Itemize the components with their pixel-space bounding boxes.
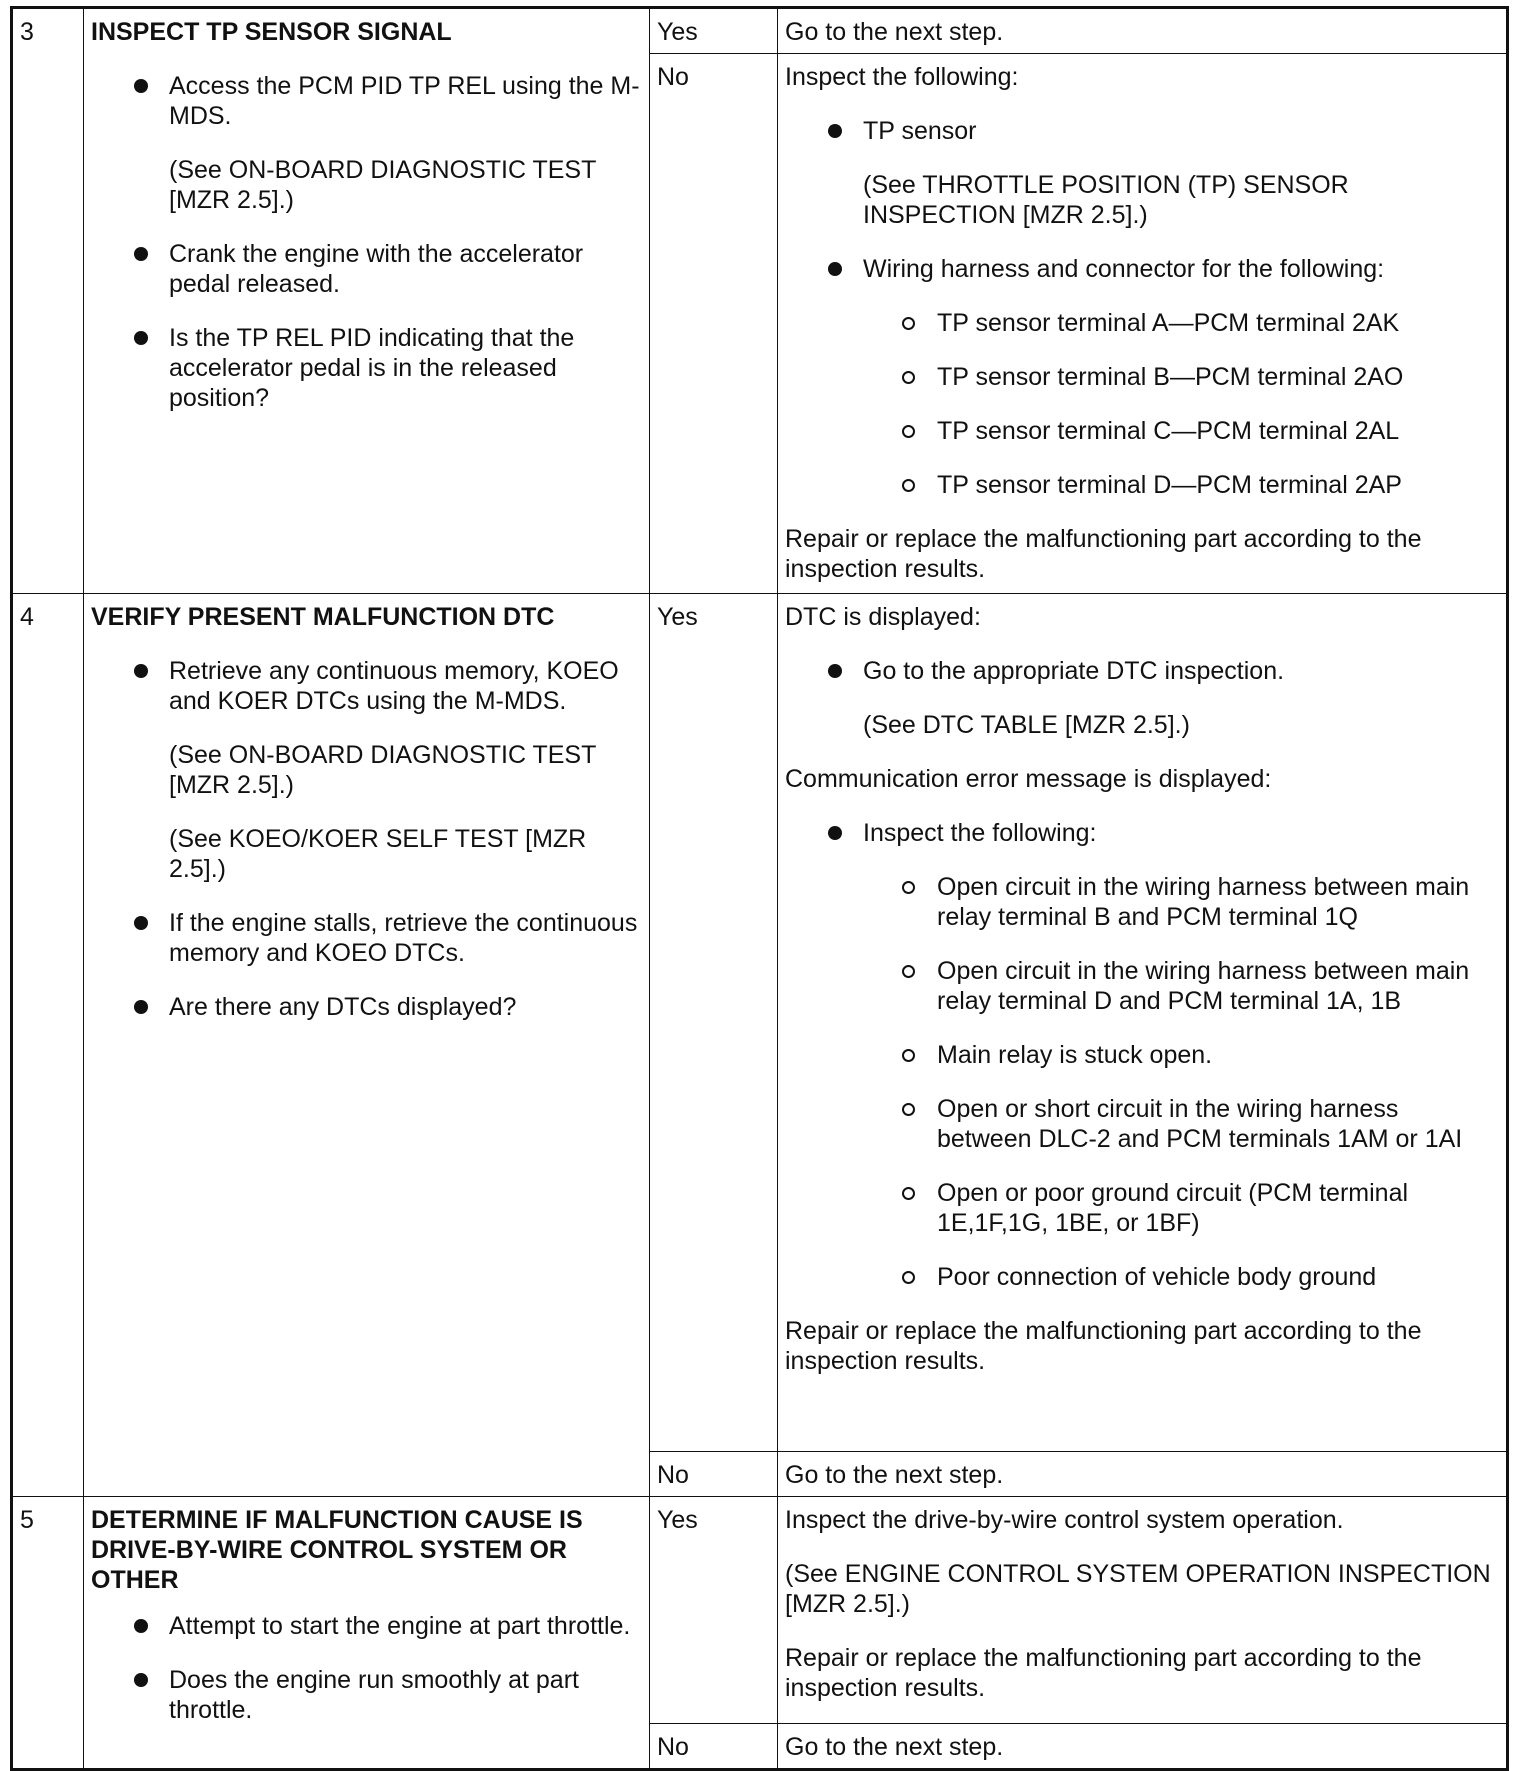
terminal-item: TP sensor terminal C—PCM terminal 2AL	[785, 416, 1499, 446]
reference-note: (See ENGINE CONTROL SYSTEM OPERATION INSPECTION [MZR 2.5].)	[785, 1560, 1491, 1618]
bullet-icon	[134, 1619, 148, 1633]
circle-bullet-icon	[902, 317, 915, 330]
step-title: DETERMINE IF MALFUNCTION CAUSE IS DRIVE-BY-WIRE CONTROL SYSTEM OR OTHER	[91, 1506, 583, 1594]
circle-bullet-icon	[902, 1103, 915, 1116]
bullet-icon	[134, 664, 148, 678]
cause-item: Open or poor ground circuit (PCM terminal 1E,1F,1G, 1BE, or 1BF)	[785, 1178, 1499, 1238]
action-item: Crank the engine with the accelerator pedal released.	[91, 239, 642, 299]
bullet-icon	[134, 916, 148, 930]
step-action-cell	[84, 1497, 650, 1770]
circle-bullet-icon	[902, 425, 915, 438]
bullet-icon	[134, 247, 148, 261]
action-item: Access the PCM PID TP REL using the M-MDS. (See ON-BOARD DIAGNOSTIC TEST [MZR 2.5].)	[91, 71, 642, 215]
result-no-label: No	[650, 54, 778, 594]
action-item: Retrieve any continuous memory, KOEO and KOER DTCs using the M-MDS. (See ON-BOARD DIAGNOSTIC TEST [MZR 2.5].) (See KOEO/KOER SELF TEST [MZR 2.5].)	[91, 656, 642, 884]
action-list	[91, 71, 642, 413]
bullet-icon	[134, 331, 148, 345]
terminal-item: TP sensor terminal B—PCM terminal 2AO	[785, 362, 1499, 392]
bullet-icon	[134, 1000, 148, 1014]
action-item: If the engine stalls, retrieve the continuous memory and KOEO DTCs.	[91, 908, 642, 968]
step-5-row-yes	[12, 1497, 1508, 1724]
comm-error-heading: Communication error message is displayed:	[785, 765, 1272, 793]
result-no-cell	[778, 54, 1508, 594]
inspect-intro: Inspect the following:	[785, 63, 1019, 91]
bullet-icon	[828, 826, 842, 840]
circle-bullet-icon	[902, 965, 915, 978]
reference-note: (See ON-BOARD DIAGNOSTIC TEST [MZR 2.5].)	[169, 156, 596, 214]
inspect-instruction: Inspect the drive-by-wire control system operation.	[785, 1506, 1344, 1534]
cause-item: Poor connection of vehicle body ground	[785, 1262, 1499, 1292]
terminal-list	[785, 308, 1499, 500]
step-3-row-yes	[12, 8, 1508, 54]
repair-instruction: Repair or replace the malfunctioning part according to the inspection results.	[785, 525, 1422, 583]
reference-note: (See KOEO/KOER SELF TEST [MZR 2.5].)	[169, 825, 587, 883]
circle-bullet-icon	[902, 479, 915, 492]
result-yes-cell	[778, 594, 1508, 1452]
repair-instruction: Repair or replace the malfunctioning part according to the inspection results.	[785, 1317, 1422, 1375]
action-item: Is the TP REL PID indicating that the accelerator pedal is in the released position?	[91, 323, 642, 413]
action-item: Does the engine run smoothly at part throttle.	[91, 1665, 642, 1725]
result-no-label: No	[650, 1724, 778, 1770]
circle-bullet-icon	[902, 1271, 915, 1284]
result-no-text: Go to the next step.	[778, 1724, 1508, 1770]
step-title: VERIFY PRESENT MALFUNCTION DTC	[91, 603, 555, 631]
result-yes-label: Yes	[650, 8, 778, 54]
diagnostic-table	[10, 6, 1509, 1771]
cause-item: Open circuit in the wiring harness between main relay terminal B and PCM terminal 1Q	[785, 872, 1499, 932]
reference-note: (See ON-BOARD DIAGNOSTIC TEST [MZR 2.5].)	[169, 741, 596, 799]
step-number: 3	[12, 8, 84, 594]
inspect-item: Inspect the following:	[785, 818, 1499, 848]
terminal-item: TP sensor terminal D—PCM terminal 2AP	[785, 470, 1499, 500]
cause-list	[785, 872, 1499, 1292]
inspect-item: Wiring harness and connector for the following:	[785, 254, 1499, 284]
action-item: Attempt to start the engine at part throttle.	[91, 1611, 642, 1641]
dtc-heading: DTC is displayed:	[785, 603, 981, 631]
bullet-icon	[828, 124, 842, 138]
step-action-cell	[84, 594, 650, 1497]
circle-bullet-icon	[902, 1187, 915, 1200]
bullet-icon	[134, 1673, 148, 1687]
step-number: 5	[12, 1497, 84, 1770]
dtc-item: Go to the appropriate DTC inspection. (See DTC TABLE [MZR 2.5].)	[785, 656, 1499, 740]
result-no-label: No	[650, 1452, 778, 1497]
step-4-row-yes	[12, 594, 1508, 1452]
action-item: Are there any DTCs displayed?	[91, 992, 642, 1022]
result-yes-cell	[778, 1497, 1508, 1724]
step-number: 4	[12, 594, 84, 1497]
step-title: INSPECT TP SENSOR SIGNAL	[91, 18, 452, 46]
result-yes-label: Yes	[650, 1497, 778, 1724]
terminal-item: TP sensor terminal A—PCM terminal 2AK	[785, 308, 1499, 338]
bullet-icon	[828, 664, 842, 678]
circle-bullet-icon	[902, 1049, 915, 1062]
bullet-icon	[828, 262, 842, 276]
reference-note: (See DTC TABLE [MZR 2.5].)	[863, 711, 1190, 739]
inspect-item: TP sensor (See THROTTLE POSITION (TP) SENSOR INSPECTION [MZR 2.5].)	[785, 116, 1499, 230]
step-action-cell	[84, 8, 650, 594]
circle-bullet-icon	[902, 881, 915, 894]
action-list	[91, 1611, 642, 1725]
bullet-icon	[134, 79, 148, 93]
cause-item: Open circuit in the wiring harness between main relay terminal D and PCM terminal 1A, 1B	[785, 956, 1499, 1016]
result-yes-label: Yes	[650, 594, 778, 1452]
cause-item: Open or short circuit in the wiring harness between DLC-2 and PCM terminals 1AM or 1AI	[785, 1094, 1499, 1154]
result-yes-text: Go to the next step.	[778, 8, 1508, 54]
cause-item: Main relay is stuck open.	[785, 1040, 1499, 1070]
reference-note: (See THROTTLE POSITION (TP) SENSOR INSPECTION [MZR 2.5].)	[863, 171, 1349, 229]
circle-bullet-icon	[902, 371, 915, 384]
repair-instruction: Repair or replace the malfunctioning part according to the inspection results.	[785, 1644, 1422, 1702]
result-no-text: Go to the next step.	[778, 1452, 1508, 1497]
action-list	[91, 656, 642, 1022]
